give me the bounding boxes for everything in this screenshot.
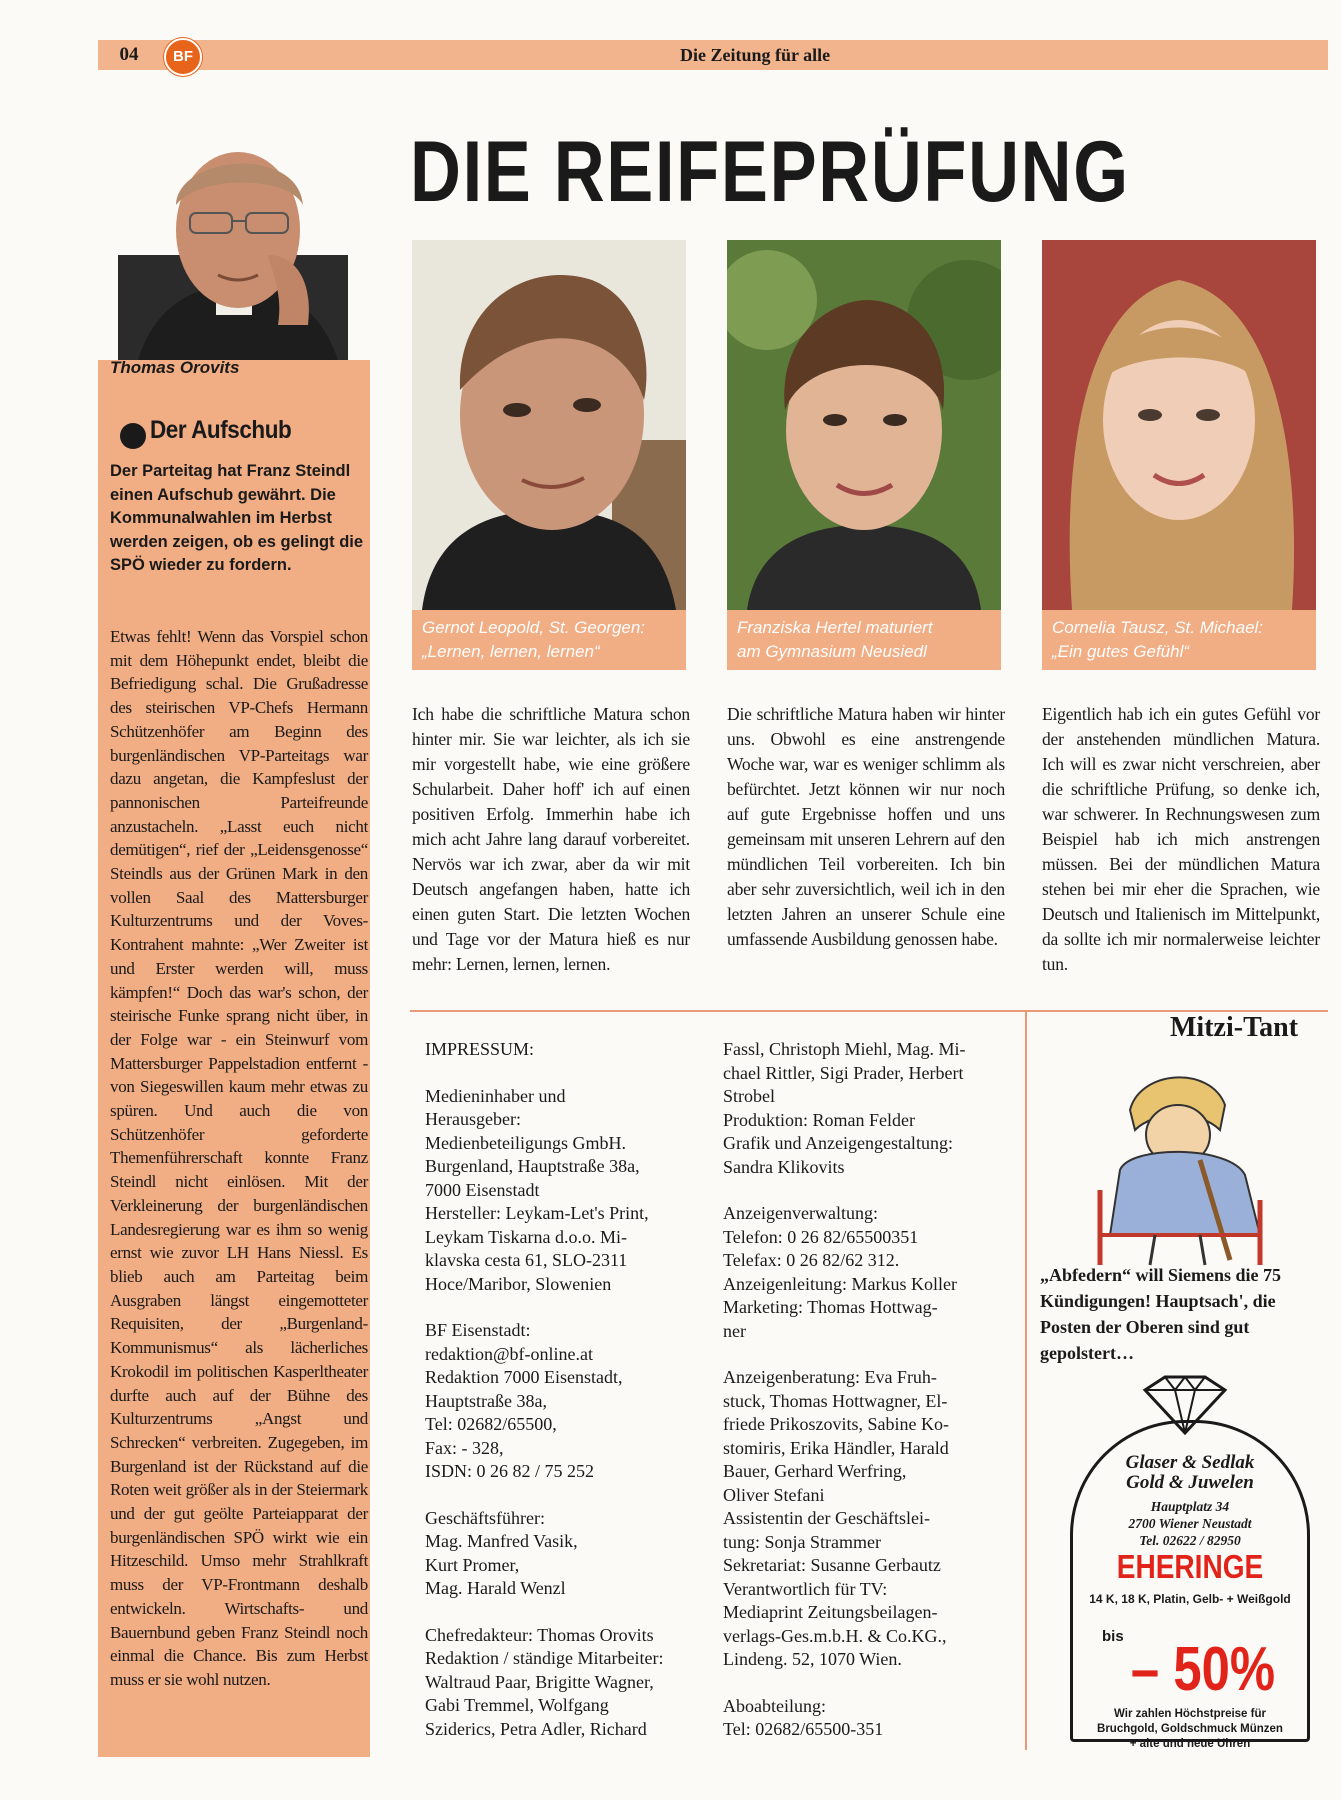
impressum-line: Tel: 02682/65500, <box>425 1414 557 1434</box>
photo-gernot-leopold <box>412 240 686 610</box>
impressum-line: Chefredakteur: Thomas Orovits <box>425 1624 654 1645</box>
impressum-line: Marketing: Thomas Hottwag- <box>723 1297 938 1317</box>
impressum-line: Produktion: Roman Felder <box>723 1109 915 1130</box>
impressum-line: Redaktion 7000 Eisenstadt, <box>425 1367 623 1387</box>
mitzi-tant-title: Mitzi-Tant <box>1170 1012 1299 1043</box>
impressum-line: redaktion@bf-online.at <box>425 1343 594 1364</box>
impressum-line: Strobel <box>723 1086 775 1106</box>
ad-address: Hauptplatz 34 2700 Wiener Neustadt Tel. 02622 / 82950 <box>1128 1499 1252 1548</box>
impressum-line: Sekretariat: Susanne Gerbautz <box>723 1555 941 1575</box>
impressum-line: klavska cesta 61, SLO-2311 <box>425 1250 628 1270</box>
commentary-title: Der Aufschub <box>150 416 292 444</box>
impressum-paragraph <box>425 1038 725 1062</box>
impressum-line: Tel: 02682/65500-351 <box>723 1719 884 1739</box>
impressum-line: Oliver Stefani <box>723 1484 825 1505</box>
impressum-line: Hoce/Maribor, Slowenien <box>425 1273 612 1294</box>
ad-footer: Wir zahlen Höchstpreise für Bruchgold, Goldschmuck Münzen + alte und neue Uhren <box>1097 1708 1283 1750</box>
impressum-line: Geschäftsführer: <box>425 1507 545 1528</box>
portrait-caption: Thomas Orovits <box>110 358 240 377</box>
impressum-line: Hauptstraße 38a, <box>425 1390 547 1411</box>
impressum-line: stuck, Thomas Hottwagner, El- <box>723 1390 948 1411</box>
impressum-line: Mag. Manfred Vasik, <box>425 1531 578 1551</box>
impressum-paragraph <box>723 1366 1023 1672</box>
impressum-line: Redaktion / ständige Mitarbeiter: <box>425 1648 664 1668</box>
commentary-body: Etwas fehlt! Wenn das Vorspiel schon mit dem Höhepunkt endet, bleibt die Befriedigung schal. Die Grußadresse des steirischen VP-Chefs Hermann Schützenhöfer am Beginn des burgenländischen VP-Parteitags war dazu angetan, die Kampfeslust der pannonischen Parteifreunde anzustacheln. „Lasst euch nicht demütigen“, rief der „Leidensgenosse“ Steindls aus der Grünen Mark in den vollen Saal des Mattersburger Kulturzentrums und der Voves-Kontrahent mahnte: „Wer Zweiter ist und Erster werden will, muss kämpfen!“ Doch das war's schon, der steirische Funke sprang nicht über, in der Folge war - ein Steinwurf vom Mattersburger Pappelstadion entfernt - von Siegeswillen kaum mehr etwas zu spüren. Und auch die von Schützenhöfer geforderte Themenführerschaft konnte Franz Steindl nicht einlösen. Mit der Verkleinerung der burgenländischen Landesregierung war es ihm so wenig ernst wie zuvor LH Hans Niessl. Es blieb auch am Parteitag beim Ausgraben längst eingemotteter Requisiten, der „Burgenland-Kommunismus“ als lächerliches Krokodil im politischen Kasperltheater durfte auch auf der Bühne des Kulturzentrums „Angst und Schrecken“ verbreiten. Zugegeben, im Burgenland ist der Rückstand auf die Roten weit größer als in der Steiermark und der gut geölte Parteiapparat der burgenländischen SPÖ wirkt wie ein Hitzeschild. Umso mehr Strahlkraft muss der VP-Frontmann deshalb entwickeln. Wirtschafts- und Bauernbund geben Franz Steindl noch einmal die Chance. Bis zum Herbst muss er sie wohl nutzen. <box>110 627 368 1689</box>
bf-logo: BF <box>164 38 202 76</box>
mitzi-tant-quote: „Abfedern“ will Siemens die 75 Kündigungen! Hauptsach', die Posten der Oberen sind gut gepolstert… <box>1040 1265 1281 1363</box>
impressum-line: BF Eisenstadt: <box>425 1320 531 1340</box>
header-tagline: Die Zeitung für alle <box>680 45 831 65</box>
impressum-line: Fassl, Christoph Miehl, Mag. Mi- <box>723 1039 966 1059</box>
impressum-line: Medienbeteiligungs GmbH. <box>425 1132 626 1153</box>
impressum-line: stomiris, Erika Händler, Harald <box>723 1437 949 1458</box>
impressum-line: verlags-Ges.m.b.H. & Co.KG., <box>723 1625 947 1646</box>
impressum-column-2 <box>723 1038 1023 1765</box>
impressum-line: Burgenland, Hauptstraße 38a, <box>425 1156 640 1176</box>
impressum-line: Anzeigenverwaltung: <box>723 1203 878 1223</box>
impressum-paragraph <box>425 1085 725 1297</box>
impressum-paragraph <box>723 1038 1023 1179</box>
impressum-paragraph <box>723 1202 1023 1343</box>
student-statement: Ich habe die schriftliche Matura schon hinter mir. Sie war leichter, als ich sie mir vorgestellt habe, wie eine größere Schularbeit. Daher hoff' ich auf einen positiven Erfolg. Immerhin habe ich mich acht Jahre lang darauf vorbereitet. Nervös war ich zwar, aber da wir mit Deutsch angefangen haben, hatte ich einen guten Start. Die letzten Wochen und Tage vor der Matura hieß es nur mehr: Lernen, lernen, lernen. <box>412 704 690 974</box>
portrait-thomas-orovits <box>98 135 370 360</box>
impressum-line: Kurt Promer, <box>425 1554 520 1575</box>
impressum-column-1 <box>425 1038 725 1764</box>
ad-bis-label: bis <box>1102 1628 1124 1645</box>
impressum-line: Verantwortlich für TV: <box>723 1578 888 1599</box>
photo-caption: Gernot Leopold, St. Georgen: „Lernen, lernen, lernen“ <box>412 610 686 670</box>
impressum-line: Gabi Tremmel, Wolfgang <box>425 1695 609 1715</box>
impressum-line: Anzeigenberatung: Eva Fruh- <box>723 1367 937 1387</box>
impressum-line: Fax: - 328, <box>425 1437 504 1458</box>
impressum-line: Telefax: 0 26 82/62 312. <box>723 1250 900 1270</box>
mitzi-tant-illustration <box>1060 1050 1320 1270</box>
impressum-line: Anzeigenleitung: Markus Koller <box>723 1273 957 1294</box>
student-statement: Eigentlich hab ich ein gutes Gefühl vor der anstehenden mündlichen Matura. Ich will es zwar nicht verschreien, aber die schriftliche Prüfung, so denke ich, war schwerer. In Rechnungswesen zum Beispiel hab ich mich anstrengen müssen. Bei der mündlichen Matura stehen bei mir eher die Sprachen, wie Deutsch und Italienisch im Mittelpunkt, da sollte ich mir normalerweise leichter tun. <box>1042 704 1320 974</box>
column-rule <box>1025 1012 1027 1750</box>
impressum-line: ner <box>723 1320 746 1341</box>
impressum-line: Bauer, Gerhard Werfring, <box>723 1461 907 1481</box>
commentary-lead: Der Parteitag hat Franz Steindl einen Aufschub gewährt. Die Kommunalwahlen im Herbst werden zeigen, ob es gelingt die SPÖ wieder zu fordern. <box>110 462 364 574</box>
photo-cornelia-tausz <box>1042 240 1316 610</box>
photo-franziska-hertel <box>727 240 1001 610</box>
impressum-line: Telefon: 0 26 82/65500351 <box>723 1226 919 1247</box>
impressum-line: Grafik und Anzeigengestaltung: <box>723 1133 953 1153</box>
student-statement: Die schriftliche Matura haben wir hinter uns. Obwohl es eine anstrengende Woche war, war es weniger schlimm als befürchtet. Jetzt können wir nur noch auf gute Ergebnisse hoffen und uns gemeinsam mit unseren Lehrern auf den mündlichen Teil vorbereiten. Ich bin aber sehr zuversichtlich, weil ich in den letzten Jahren an unserer Schule eine umfassende Ausbildung genossen habe. <box>727 704 1005 949</box>
photo-caption: Cornelia Tausz, St. Michael: „Ein gutes Gefühl“ <box>1042 610 1316 670</box>
impressum-line: Lindeng. 52, 1070 Wien. <box>723 1649 902 1669</box>
impressum-line: Mediaprint Zeitungsbeilagen- <box>723 1602 938 1622</box>
impressum-paragraph <box>425 1507 725 1601</box>
impressum-line: Mag. Harald Wenzl <box>425 1578 566 1598</box>
impressum-line: Herausgeber: <box>425 1109 521 1129</box>
ad-metals: 14 K, 18 K, Platin, Gelb- + Weißgold <box>1089 1592 1291 1606</box>
photo-caption: Franziska Hertel maturiert am Gymnasium Neusiedl <box>727 610 1001 670</box>
page-number: 04 <box>98 40 160 70</box>
impressum-line: tung: Sonja Strammer <box>723 1531 881 1552</box>
impressum-line: Assistentin der Geschäftslei- <box>723 1508 930 1528</box>
ad-company-name: Glaser & Sedlak Gold & Juwelen <box>1125 1452 1255 1493</box>
article-headline: DIE REIFEPRÜFUNG <box>410 124 1130 220</box>
impressum-line: Leykam Tiskarna d.o.o. Mi- <box>425 1226 627 1247</box>
impressum-line: 7000 Eisenstadt <box>425 1179 540 1200</box>
impressum-line: Waltraud Paar, Brigitte Wagner, <box>425 1671 654 1692</box>
bullet-icon <box>120 423 146 449</box>
impressum-line: Aboabteilung: <box>723 1695 826 1716</box>
impressum-paragraph <box>425 1319 725 1484</box>
ad-headline: EHERINGE <box>1116 1548 1264 1585</box>
ad-discount: – 50% <box>1130 1635 1276 1704</box>
impressum-line: IMPRESSUM: <box>425 1039 535 1059</box>
impressum-line: Hersteller: Leykam-Let's Print, <box>425 1203 649 1223</box>
impressum-line: Sandra Klikovits <box>723 1156 845 1177</box>
impressum-line: Sziderics, Petra Adler, Richard <box>425 1718 647 1739</box>
impressum-line: friede Prikoszovits, Sabine Ko- <box>723 1414 949 1434</box>
impressum-line: ISDN: 0 26 82 / 75 252 <box>425 1461 595 1481</box>
impressum-line: chael Rittler, Sigi Prader, Herbert <box>723 1062 964 1083</box>
impressum-paragraph <box>723 1695 1023 1742</box>
impressum-line: Medieninhaber und <box>425 1085 566 1106</box>
impressum-paragraph <box>425 1624 725 1742</box>
